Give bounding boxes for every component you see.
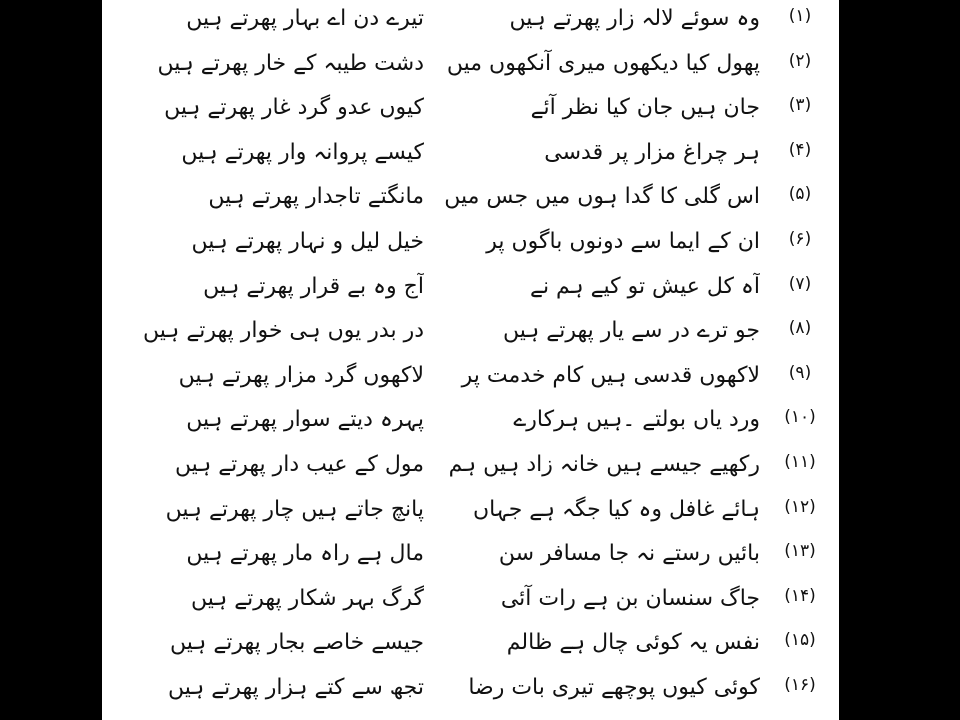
second-verse: مانگتے تاجدار پھرتے ہیں [208, 184, 424, 210]
second-verse: لاکھوں گرد مزار پھرتے ہیں [178, 362, 424, 388]
couplet-number: (۳) [788, 95, 812, 116]
couplet-number: (۸) [788, 318, 812, 339]
couplet-number: (۱۴) [784, 585, 816, 606]
couplet-row [102, 2, 839, 47]
second-verse: تیرے دن اے بہار پھرتے ہیں [186, 6, 424, 31]
couplet-number: (۱۱) [784, 451, 816, 472]
couplet-row [102, 136, 839, 181]
couplet-number: (۱۳) [784, 541, 816, 562]
couplet-row [102, 403, 839, 448]
couplet-number: (۱۵) [784, 630, 816, 651]
couplet-number: (۲) [788, 50, 812, 71]
first-verse: جو ترے در سے یار پھرتے ہیں [503, 318, 760, 344]
first-verse: جان ہیں جان کیا نظر آئے [530, 95, 760, 121]
couplet-row [102, 225, 839, 270]
second-verse: کیوں عدو گرد غار پھرتے ہیں [164, 95, 424, 121]
second-verse: کیسے پروانہ وار پھرتے ہیں [181, 139, 424, 165]
couplet-number: (۵) [788, 184, 812, 205]
couplet-row [102, 359, 839, 404]
couplet-number: (۱) [788, 6, 812, 26]
couplet-row [102, 448, 839, 493]
first-verse: ہر چراغ مزار پر قدسی [544, 139, 760, 165]
couplet-number: (۱۶) [784, 674, 816, 695]
second-verse: پہرہ دیتے سوار پھرتے ہیں [186, 407, 424, 433]
couplet-row [102, 671, 839, 716]
second-verse: مال ہے راہ مار پھرتے ہیں [186, 541, 424, 567]
couplet-row [102, 493, 839, 538]
couplet-number: (۹) [788, 362, 812, 383]
first-verse: جاگ سنسان بن ہے رات آئی [500, 585, 760, 611]
first-verse: آہ کل عیش تو کیے ہم نے [530, 273, 760, 299]
first-verse: ان کے ایما سے دونوں باگوں پر [486, 228, 760, 254]
poem-page [102, 0, 839, 720]
first-verse: وہ سوئے لالہ زار پھرتے ہیں [509, 6, 760, 31]
couplet-row [102, 626, 839, 671]
second-verse: جیسے خاصے بجار پھرتے ہیں [170, 630, 424, 656]
second-verse: پانچ جاتے ہیں چار پھرتے ہیں [165, 496, 424, 522]
couplet-list [102, 2, 839, 716]
first-verse: نفس یہ کوئی چال ہے ظالم [506, 630, 760, 656]
second-verse: مول کے عیب دار پھرتے ہیں [174, 451, 424, 477]
first-verse: ہائے غافل وہ کیا جگہ ہے جہاں [472, 496, 760, 522]
first-verse: ورد یاں بولتے ۔ہیں ہرکارے [513, 407, 760, 433]
couplet-number: (۷) [788, 273, 812, 294]
couplet-number: (۴) [788, 139, 812, 160]
second-verse: آج وہ بے قرار پھرتے ہیں [203, 273, 424, 299]
first-verse: رکھیے جیسے ہیں خانہ زاد ہیں ہم [448, 451, 760, 477]
first-verse: لاکھوں قدسی ہیں کام خدمت پر [461, 362, 760, 388]
couplet-row [102, 180, 839, 225]
first-verse: بائیں رستے نہ جا مسافر سن [498, 541, 760, 567]
first-verse: کوئی کیوں پوچھے تیری بات رضا [468, 674, 760, 700]
couplet-number: (۶) [788, 228, 812, 249]
second-verse: در بدر یوں ہی خوار پھرتے ہیں [143, 318, 424, 344]
couplet-row [102, 582, 839, 627]
couplet-row [102, 537, 839, 582]
couplet-row [102, 47, 839, 92]
couplet-row [102, 91, 839, 136]
second-verse: تجھ سے کتے ہزار پھرتے ہیں [168, 674, 424, 700]
first-verse: اس گلی کا گدا ہوں میں جس میں [444, 184, 760, 210]
second-verse: خیل لیل و نہار پھرتے ہیں [191, 228, 424, 254]
couplet-number: (۱۲) [784, 496, 816, 517]
second-verse: دشت طیبہ کے خار پھرتے ہیں [157, 50, 424, 76]
second-verse: گرگ بہر شکار پھرتے ہیں [190, 585, 424, 611]
couplet-row [102, 270, 839, 315]
couplet-row [102, 314, 839, 359]
couplet-number: (۱۰) [784, 407, 816, 428]
first-verse: پھول کیا دیکھوں میری آنکھوں میں [446, 50, 760, 76]
